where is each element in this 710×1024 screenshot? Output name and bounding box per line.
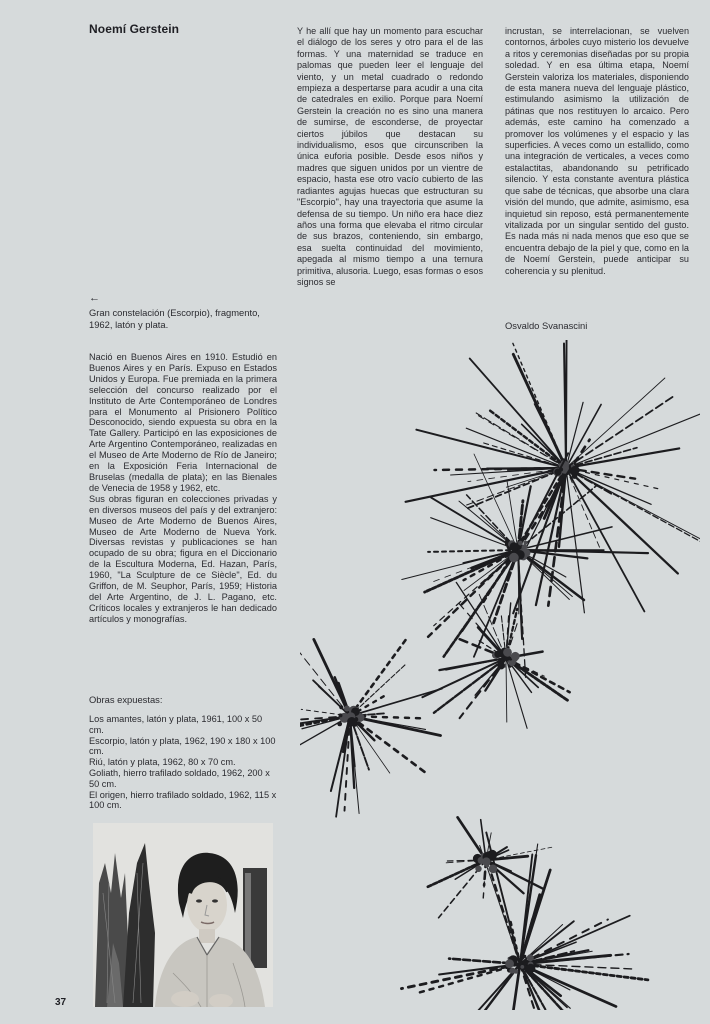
sculpture-node <box>337 722 342 727</box>
bio-paragraph: Nació en Buenos Aires en 1910. Estudió en Buenos Aires y en París. Expuso en Estados Unidos y Europa. Fue premiada en la primera selección del concurso realizado por el Instituto de Arte Contemporáneo de Londres para el Monumento al Prisionero Político Desconocido, siendo expuesta su obra en la Tate Gallery. Participó en las exposiciones de Arte Argentino Contemporáneo, realizadas en el Museo de Arte Moderno de Río de Janeiro; en la Exposición Feria Internacional de Bruselas (medalla de plata); en las Bienales de Venecia de 1958 y 1962, etc. <box>89 352 277 493</box>
sculpture-needle <box>431 518 518 550</box>
work-item: Riú, latón y plata, 1962, 80 x 70 cm. <box>89 757 236 768</box>
sculpture-needle <box>350 638 407 716</box>
sculpture-node <box>523 955 526 958</box>
sculpture-node <box>522 544 528 550</box>
essay-column-right <box>505 26 689 277</box>
sculpture-node <box>571 466 580 475</box>
sculpture-needle <box>566 405 601 469</box>
sculpture-bursts <box>300 340 700 1010</box>
sculpture-node <box>494 651 501 658</box>
sculpture-node <box>510 542 519 551</box>
sculpture-needle <box>456 582 506 658</box>
sculpture-needle <box>566 340 567 468</box>
essay-paragraph: Y he allí que hay un momento para escuchar el diálogo de los seres y otro para el de las formas. Y una maternidad se traduce en palomas que pueden leer el lenguaje del viento, y un metal cuadrado o redondo empieza a despertarse para acudir a una cita de catedrales en exilio. Porque para Noemí Gerstein la creación no es sino una manera de sumirse, de esconderse, de proyectar ciertos júbilos que destacan su individualismo, esos que circunscriben la única euforia posible. Desde esos niños y madres que siguen unidos por un vientre de espacio, hasta ese otro vacío cubierto de las radiantes agujas huecas que estructuran su "Escorpio", hay una trayectoria que asume la defensa de su tiempo. Un niño era hace diez años una forma que elevaba el ritmo circular de sus brazos, conteniendo, sin embargo, esa suelta continuidad del movimiento, apegada al mismo tiempo a una ternura primitiva, alusoria. Luego, esas formas o esos signos se <box>297 26 483 287</box>
left-arrow-icon: ← <box>89 292 100 304</box>
work-item: Escorpio, latón y plata, 1962, 190 x 180 x 100 cm. <box>89 735 276 757</box>
sculpture-node <box>509 553 519 563</box>
sculpture-needle <box>566 468 660 489</box>
sculpture-needle <box>439 658 506 670</box>
sculpture-needle <box>350 689 442 716</box>
works-heading: Obras expuestas: <box>89 694 163 705</box>
sculpture-needle <box>506 658 507 722</box>
sculpture-node <box>344 706 350 712</box>
sculpture-needle <box>470 359 566 469</box>
page-number: 37 <box>55 997 67 1008</box>
sculpture-needle <box>488 409 566 468</box>
sculpture-node <box>518 541 523 546</box>
sculpture-node <box>524 541 528 545</box>
sculpture-node <box>482 857 490 865</box>
sculpture-needle <box>416 430 566 468</box>
figure-caption: Gran constelación (Escorpio), fragmento, 1962, latón y plata. <box>89 307 260 330</box>
sculpture-node <box>339 705 343 709</box>
sculpture-needle <box>431 498 518 550</box>
sculpture-node <box>475 866 481 872</box>
sculpture-node <box>339 713 343 717</box>
page-title: Noemí Gerstein <box>89 22 180 36</box>
sculpture-node <box>511 652 520 661</box>
author-signature: Osvaldo Svanascini <box>505 320 588 331</box>
bio-paragraph: Sus obras figuran en colecciones privadas y en diversos museos del país y del extranjero: Museo de Arte Moderno de Buenos Aires, Museo de Arte Moderno de Nueva York. Diversas revistas y publicaciones se han ocupado de su obra; figura en el Diccionario de la Escultura Moderna, Ed. Hazan, París, 1960, "La Sculpture de ce Siècle", Ed. du Griffon, de M. Seuphor, París, 1959; Historia del Arte Argentino, de J. L. Pagano, etc. Críticos locales y extranjeros le han dedicado artículos y monografías. <box>89 493 277 624</box>
essay-column-middle <box>297 26 483 288</box>
sculpture-node <box>527 954 534 961</box>
sculpture-needle <box>428 550 518 552</box>
work-item: Goliath, hierro trafilado soldado, 1962, 200 x 50 cm. <box>89 767 270 789</box>
essay-paragraph: incrustan, se interrelacionan, se vuelven contornos, árboles cuyo misterio los devuelve a ritos y ceremonias diseñadas por su propia soledad. Y en esa última etapa, Noemí Gerstein valoriza los materiales, disponiendo de esta manera nueva del lenguaje plástico, estimulando asimismo la utilización de pátinas que nos restituyen lo arcaico. Pero además, este camino ha comenzado a promover los volúmenes y el espacio y las superficies. A veces como un estallido, como una integración de verticales, a veces como estalactitas, abandonando su petrificado silencio. Y esta constante aventura plástica que sabe de técnicas, que absorbe una clara visión del mundo, que admite, asimismo, esa inquietud sin reposo, está permanentemente vitalizada por un singular sentido del gusto. Es nada más ni nada menos que eso que se encuentra debajo de la piel y que, como en la de Noemí Gerstein, puede anticipar su coherencia y su plenitud. <box>505 26 689 276</box>
sculpture-node <box>526 964 535 973</box>
sculpture-node <box>509 968 515 974</box>
sculpture-escorpio-image <box>300 340 700 1010</box>
sculpture-node <box>489 865 498 874</box>
sculpture-node <box>564 461 569 466</box>
work-item: Los amantes, latón y plata, 1961, 100 x 50 cm. <box>89 714 263 735</box>
sculpture-node <box>357 722 361 726</box>
sculpture-node <box>520 965 524 969</box>
sculpture-node <box>347 717 356 726</box>
sculpture-node <box>503 648 512 657</box>
sculpture-node <box>505 959 514 968</box>
sculpture-needle <box>566 408 700 468</box>
artist-biography <box>89 352 277 625</box>
sculpture-needle <box>300 638 350 717</box>
sculpture-node <box>497 662 504 669</box>
work-item: El origen, hierro trafilado soldado, 1962, 115 x 100 cm. <box>89 789 277 811</box>
artist-portrait-photo <box>93 823 273 1007</box>
works-list <box>89 714 279 811</box>
sculpture-node <box>353 709 357 713</box>
portrait-illustration <box>93 823 273 1007</box>
